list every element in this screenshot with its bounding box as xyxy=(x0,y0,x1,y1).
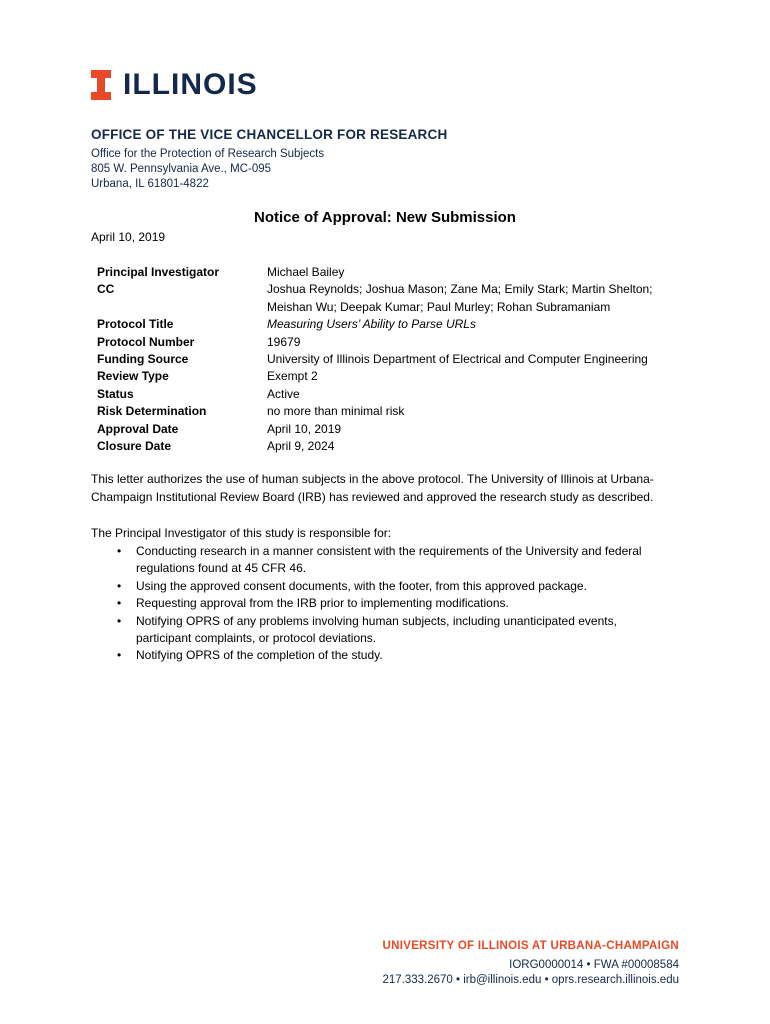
list-item xyxy=(91,613,691,630)
field-value: Active xyxy=(267,386,300,401)
logo-wordmark: ILLINOIS xyxy=(123,68,258,101)
info-row-closure-date xyxy=(97,438,687,455)
info-row-pi xyxy=(97,264,687,281)
field-label: Status xyxy=(97,386,134,401)
responsibility-intro: The Principal Investigator of this study is responsible for: xyxy=(91,526,392,540)
notice-date: April 10, 2019 xyxy=(91,230,166,244)
office-name: OFFICE OF THE VICE CHANCELLOR FOR RESEARCH xyxy=(91,127,448,142)
list-item xyxy=(91,578,691,595)
field-label-empty xyxy=(97,299,267,316)
info-row-protocol-number xyxy=(97,334,687,351)
list-item xyxy=(91,647,691,664)
address-line-1: Office for the Protection of Research Subjects xyxy=(91,148,325,160)
field-label: Risk Determination xyxy=(97,404,207,419)
field-value: Meishan Wu; Deepak Kumar; Paul Murley; Rohan Subramaniam xyxy=(267,299,611,314)
field-value: University of Illinois Department of Electrical and Computer Engineering xyxy=(267,352,648,367)
footer-university: UNIVERSITY OF ILLINOIS AT URBANA-CHAMPAIGN xyxy=(382,940,679,952)
field-value: April 10, 2019 xyxy=(267,421,342,436)
list-item-continuation xyxy=(91,630,691,647)
field-value: 19679 xyxy=(267,334,301,349)
field-value: Measuring Users’ Ability to Parse URLs xyxy=(267,317,476,332)
info-row-status xyxy=(97,386,687,403)
field-value: Michael Bailey xyxy=(267,265,345,279)
info-row-protocol-title xyxy=(97,316,687,333)
info-row-approval-date xyxy=(97,421,687,438)
list-item xyxy=(91,543,691,560)
field-label: Approval Date xyxy=(97,421,179,436)
list-item-text: Requesting approval from the IRB prior to implementing modifications. xyxy=(136,596,509,611)
responsibility-list xyxy=(91,543,691,665)
info-row-risk xyxy=(97,403,687,420)
footer-ids: IORG0000014 • FWA #00008584 xyxy=(509,959,679,971)
illinois-logo xyxy=(91,70,258,100)
info-row-funding xyxy=(97,351,687,368)
field-label: Funding Source xyxy=(97,352,189,367)
address-line-2: 805 W. Pennsylvania Ave., MC-095 xyxy=(91,163,272,175)
bullet-icon: • xyxy=(117,648,122,663)
bullet-icon: • xyxy=(117,544,122,558)
info-row-cc xyxy=(97,281,687,298)
field-value: Joshua Reynolds; Joshua Mason; Zane Ma; Emily Stark; Martin Shelton; xyxy=(267,282,653,297)
field-label: Closure Date xyxy=(97,439,172,454)
authorization-line-1: This letter authorizes the use of human subjects in the above protocol. The University of Illinois at Urbana- xyxy=(91,472,654,486)
field-label: Principal Investigator xyxy=(97,265,220,279)
protocol-info-table xyxy=(97,264,687,455)
field-label: Review Type xyxy=(97,369,169,384)
list-item-text: Using the approved consent documents, with the footer, from this approved package. xyxy=(136,578,587,593)
info-row-cc-cont xyxy=(97,299,687,316)
field-label: Protocol Title xyxy=(97,317,174,332)
list-item-text: Notifying OPRS of any problems involving human subjects, including unanticipated events, xyxy=(136,613,617,628)
list-item-text: regulations found at 45 CFR 46. xyxy=(136,561,307,576)
notice-title: Notice of Approval: New Submission xyxy=(254,209,516,226)
bullet-icon: • xyxy=(117,613,122,628)
address-line-3: Urbana, IL 61801-4822 xyxy=(91,178,209,190)
list-item xyxy=(91,595,691,612)
list-item-text: participant complaints, or protocol deviations. xyxy=(136,631,377,646)
bullet-icon: • xyxy=(117,596,122,611)
authorization-line-2: Champaign Institutional Review Board (IRB) has reviewed and approved the research study as described. xyxy=(91,490,654,504)
block-i-icon xyxy=(91,70,111,100)
info-row-review-type xyxy=(97,368,687,385)
list-item-text: Conducting research in a manner consistent with the requirements of the University and federal xyxy=(136,544,642,558)
field-value: April 9, 2024 xyxy=(267,439,335,454)
field-value: Exempt 2 xyxy=(267,369,318,384)
footer-contact: 217.333.2670 • irb@illinois.edu • oprs.research.illinois.edu xyxy=(382,974,679,986)
list-item-continuation xyxy=(91,560,691,577)
bullet-icon: • xyxy=(117,578,122,593)
field-value: no more than minimal risk xyxy=(267,404,405,419)
list-item-text: Notifying OPRS of the completion of the study. xyxy=(136,648,383,663)
field-label: Protocol Number xyxy=(97,334,195,349)
field-label: CC xyxy=(97,282,115,297)
